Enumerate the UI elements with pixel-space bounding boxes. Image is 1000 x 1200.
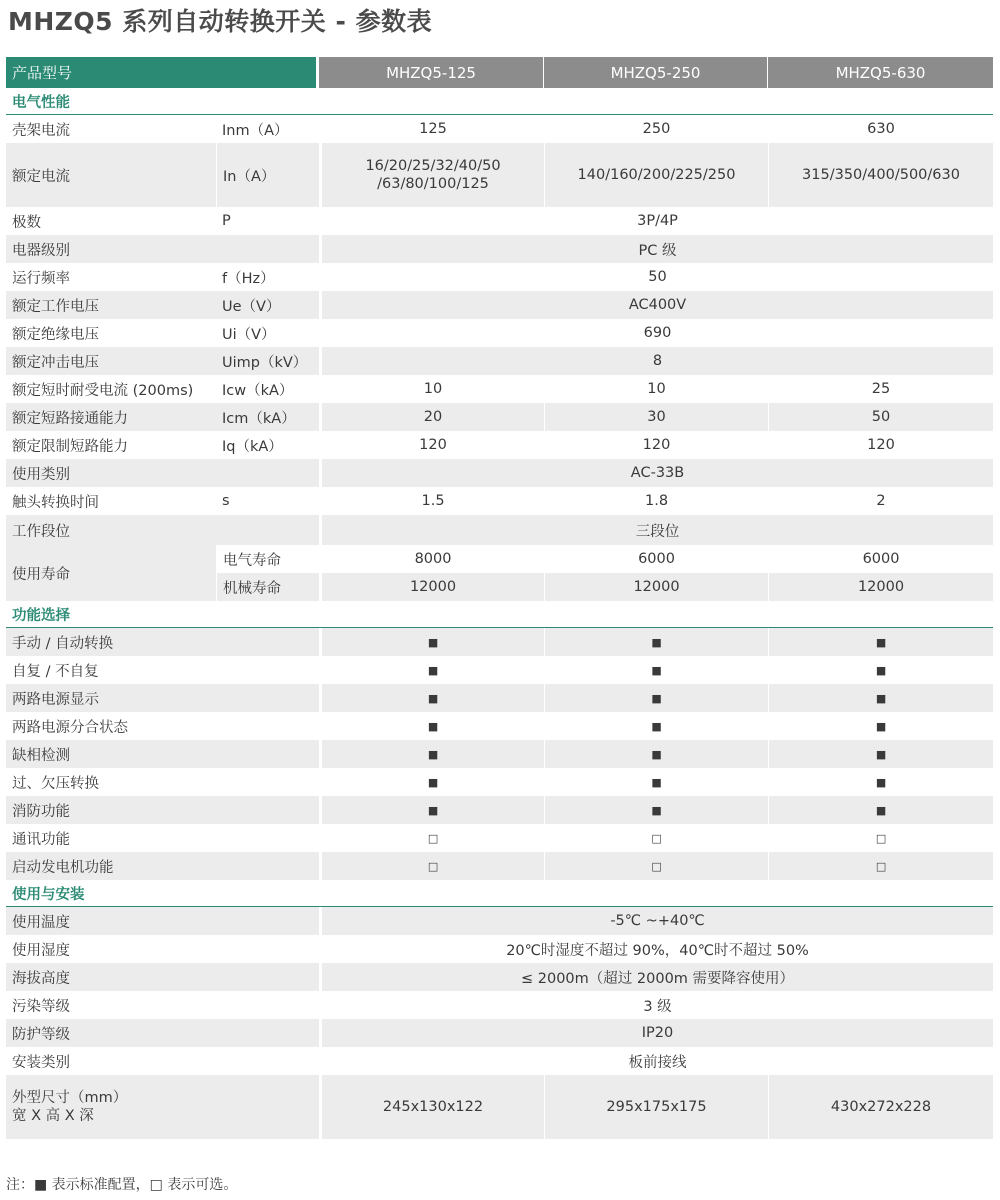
table-row xyxy=(6,824,993,852)
cell: 8 xyxy=(319,347,993,375)
model-header: MHZQ5-125 xyxy=(319,57,544,88)
mark: ■ xyxy=(319,628,544,656)
row-unit: P xyxy=(222,213,231,229)
cell: 430x272x228 xyxy=(768,1075,993,1139)
row-label: 使用湿度 xyxy=(12,942,70,959)
row-label: 启动发电机功能 xyxy=(6,852,319,880)
mark: ■ xyxy=(544,768,768,796)
row-label: 安装类别 xyxy=(12,1054,70,1071)
row-label: 过、欠压转换 xyxy=(12,775,99,792)
mark: ■ xyxy=(768,740,993,768)
table-row xyxy=(6,403,993,431)
row-unit: 电气寿命 xyxy=(216,545,319,573)
mark: □ xyxy=(768,824,993,852)
cell: 125 xyxy=(319,115,544,143)
table-row xyxy=(6,515,993,545)
row-label: 手动 / 自动转换 xyxy=(6,628,319,656)
row-label: 运行频率 xyxy=(12,270,70,287)
cell: 245x130x122 xyxy=(319,1075,544,1139)
mark: ■ xyxy=(319,796,544,824)
cell: 30 xyxy=(544,403,768,431)
parameter-table xyxy=(6,57,993,1139)
section-title: 使用与安装 xyxy=(6,880,993,907)
cell: 295x175x175 xyxy=(544,1075,768,1139)
mark: ■ xyxy=(768,656,993,684)
table-row xyxy=(6,656,993,684)
table-row xyxy=(6,319,993,347)
cell: -5℃ ~+40℃ xyxy=(319,907,993,935)
mark: ■ xyxy=(768,768,993,796)
row-label: 额定短时耐受电流 (200ms) xyxy=(12,382,194,399)
cell: 6000 xyxy=(768,545,993,573)
table-row xyxy=(6,459,993,487)
table-row xyxy=(6,347,993,375)
row-label: 额定工作电压 xyxy=(6,291,216,319)
cell: 1.5 xyxy=(319,487,544,515)
cell: 140/160/200/225/250 xyxy=(544,143,768,207)
cell: AC400V xyxy=(319,291,993,319)
row-label: 额定绝缘电压 xyxy=(12,326,99,343)
row-label: 额定电流 xyxy=(6,143,216,207)
table-row xyxy=(6,796,993,824)
footnote: 注：■ 表示标准配置，□ 表示可选。 xyxy=(6,1177,238,1193)
mark: ■ xyxy=(319,740,544,768)
row-label: 额定短路接通能力 xyxy=(6,403,216,431)
row-label: 电器级别 xyxy=(6,235,216,263)
row-unit xyxy=(216,459,319,487)
section-title: 电气性能 xyxy=(6,88,993,115)
cell: 12000 xyxy=(544,573,768,601)
row-label: 使用温度 xyxy=(6,907,319,935)
cell: 板前接线 xyxy=(319,1047,993,1075)
section-usage xyxy=(6,880,993,907)
table-row xyxy=(6,143,993,207)
row-label: 额定限制短路能力 xyxy=(12,438,128,455)
table-row xyxy=(6,207,993,235)
row-label: 触头转换时间 xyxy=(12,494,99,511)
mark: ■ xyxy=(319,768,544,796)
table-row xyxy=(6,740,993,768)
cell: PC 级 xyxy=(319,235,993,263)
row-label: 消防功能 xyxy=(6,796,319,824)
section-electrical xyxy=(6,88,993,115)
cell: 6000 xyxy=(544,545,768,573)
table-row xyxy=(6,1075,993,1139)
section-function xyxy=(6,601,993,628)
row-unit xyxy=(216,235,319,263)
mark: ■ xyxy=(768,796,993,824)
table-row xyxy=(6,768,993,796)
table-row xyxy=(6,963,993,991)
cell: ≤ 2000m（超过 2000m 需要降容使用） xyxy=(319,963,993,991)
row-label-line: 宽 X 高 X 深 xyxy=(12,1108,94,1124)
mark: □ xyxy=(319,824,544,852)
table-row xyxy=(6,852,993,880)
row-label: 海拔高度 xyxy=(6,963,319,991)
cell: 10 xyxy=(319,375,544,403)
table-row xyxy=(6,487,993,515)
table-row xyxy=(6,907,993,935)
row-unit: Icm（kA） xyxy=(216,403,319,431)
cell: 690 xyxy=(319,319,993,347)
row-unit: Inm（A） xyxy=(222,122,289,139)
row-unit: Uimp（kV） xyxy=(216,347,319,375)
cell: 10 xyxy=(544,375,768,403)
table-row xyxy=(6,628,993,656)
table-row xyxy=(6,263,993,291)
mark: □ xyxy=(768,852,993,880)
mark: ■ xyxy=(768,628,993,656)
mark: ■ xyxy=(768,712,993,740)
mark: ■ xyxy=(544,712,768,740)
cell: 2 xyxy=(768,487,993,515)
mark: ■ xyxy=(319,684,544,712)
product-model-header: 产品型号 xyxy=(6,57,319,88)
row-label: 极数 xyxy=(12,214,41,231)
cell: 3 级 xyxy=(319,991,993,1019)
page-title: MHZQ5 系列自动转换开关 - 参数表 xyxy=(8,7,433,36)
cell: 1.8 xyxy=(544,487,768,515)
row-label: 污染等级 xyxy=(12,998,70,1015)
cell: 12000 xyxy=(319,573,544,601)
table-row xyxy=(6,545,993,573)
row-unit: Ui（V） xyxy=(222,326,276,343)
row-unit xyxy=(216,515,319,545)
row-label: 通讯功能 xyxy=(12,831,70,848)
cell: 50 xyxy=(768,403,993,431)
mark: ■ xyxy=(319,712,544,740)
cell: 8000 xyxy=(319,545,544,573)
row-label: 两路电源分合状态 xyxy=(12,719,128,736)
cell-line: 16/20/25/32/40/50 xyxy=(365,158,501,174)
mark: ■ xyxy=(544,684,768,712)
row-unit: Icw（kA） xyxy=(222,382,294,399)
cell: 三段位 xyxy=(319,515,993,545)
table-row xyxy=(6,291,993,319)
row-unit: f（Hz） xyxy=(222,270,275,287)
row-unit: Ue（V） xyxy=(216,291,319,319)
table-header-row xyxy=(6,57,993,88)
table-row xyxy=(6,991,993,1019)
mark: □ xyxy=(319,852,544,880)
row-label: 使用类别 xyxy=(6,459,216,487)
mark: ■ xyxy=(544,628,768,656)
row-label xyxy=(6,1075,319,1139)
row-label: 缺相检测 xyxy=(6,740,319,768)
section-title: 功能选择 xyxy=(6,601,993,628)
cell: 120 xyxy=(319,431,544,459)
row-label: 自复 / 不自复 xyxy=(12,663,99,680)
table-row xyxy=(6,1019,993,1047)
model-header: MHZQ5-630 xyxy=(768,57,993,88)
row-unit: Iq（kA） xyxy=(222,438,283,455)
row-label-line: 外型尺寸（mm） xyxy=(12,1090,128,1106)
table-row xyxy=(6,935,993,963)
cell xyxy=(319,143,544,207)
cell-line: /63/80/100/125 xyxy=(377,176,489,192)
table-row xyxy=(6,712,993,740)
mark: □ xyxy=(544,824,768,852)
cell: 20 xyxy=(319,403,544,431)
cell: 250 xyxy=(544,115,768,143)
row-label: 防护等级 xyxy=(6,1019,319,1047)
table-row xyxy=(6,431,993,459)
row-label: 两路电源显示 xyxy=(6,684,319,712)
cell: 12000 xyxy=(768,573,993,601)
cell: 120 xyxy=(544,431,768,459)
cell: AC-33B xyxy=(319,459,993,487)
table-row xyxy=(6,235,993,263)
row-unit: 机械寿命 xyxy=(216,573,319,601)
cell: 20℃时湿度不超过 90%，40℃时不超过 50% xyxy=(319,935,993,963)
model-header: MHZQ5-250 xyxy=(544,57,768,88)
cell: 3P/4P xyxy=(319,207,993,235)
table-row xyxy=(6,375,993,403)
row-unit: s xyxy=(222,493,230,509)
mark: ■ xyxy=(544,796,768,824)
mark: ■ xyxy=(544,740,768,768)
row-label: 额定冲击电压 xyxy=(6,347,216,375)
mark: ■ xyxy=(544,656,768,684)
row-label: 工作段位 xyxy=(6,515,216,545)
cell: 630 xyxy=(768,115,993,143)
row-label: 使用寿命 xyxy=(6,545,216,601)
mark: ■ xyxy=(319,656,544,684)
cell: 315/350/400/500/630 xyxy=(768,143,993,207)
mark: ■ xyxy=(768,684,993,712)
cell: IP20 xyxy=(319,1019,993,1047)
cell: 120 xyxy=(768,431,993,459)
table-row xyxy=(6,684,993,712)
mark: □ xyxy=(544,852,768,880)
cell: 25 xyxy=(768,375,993,403)
cell: 50 xyxy=(319,263,993,291)
row-label: 壳架电流 xyxy=(12,122,70,139)
table-row xyxy=(6,115,993,143)
table-row xyxy=(6,1047,993,1075)
row-unit: In（A） xyxy=(216,143,319,207)
